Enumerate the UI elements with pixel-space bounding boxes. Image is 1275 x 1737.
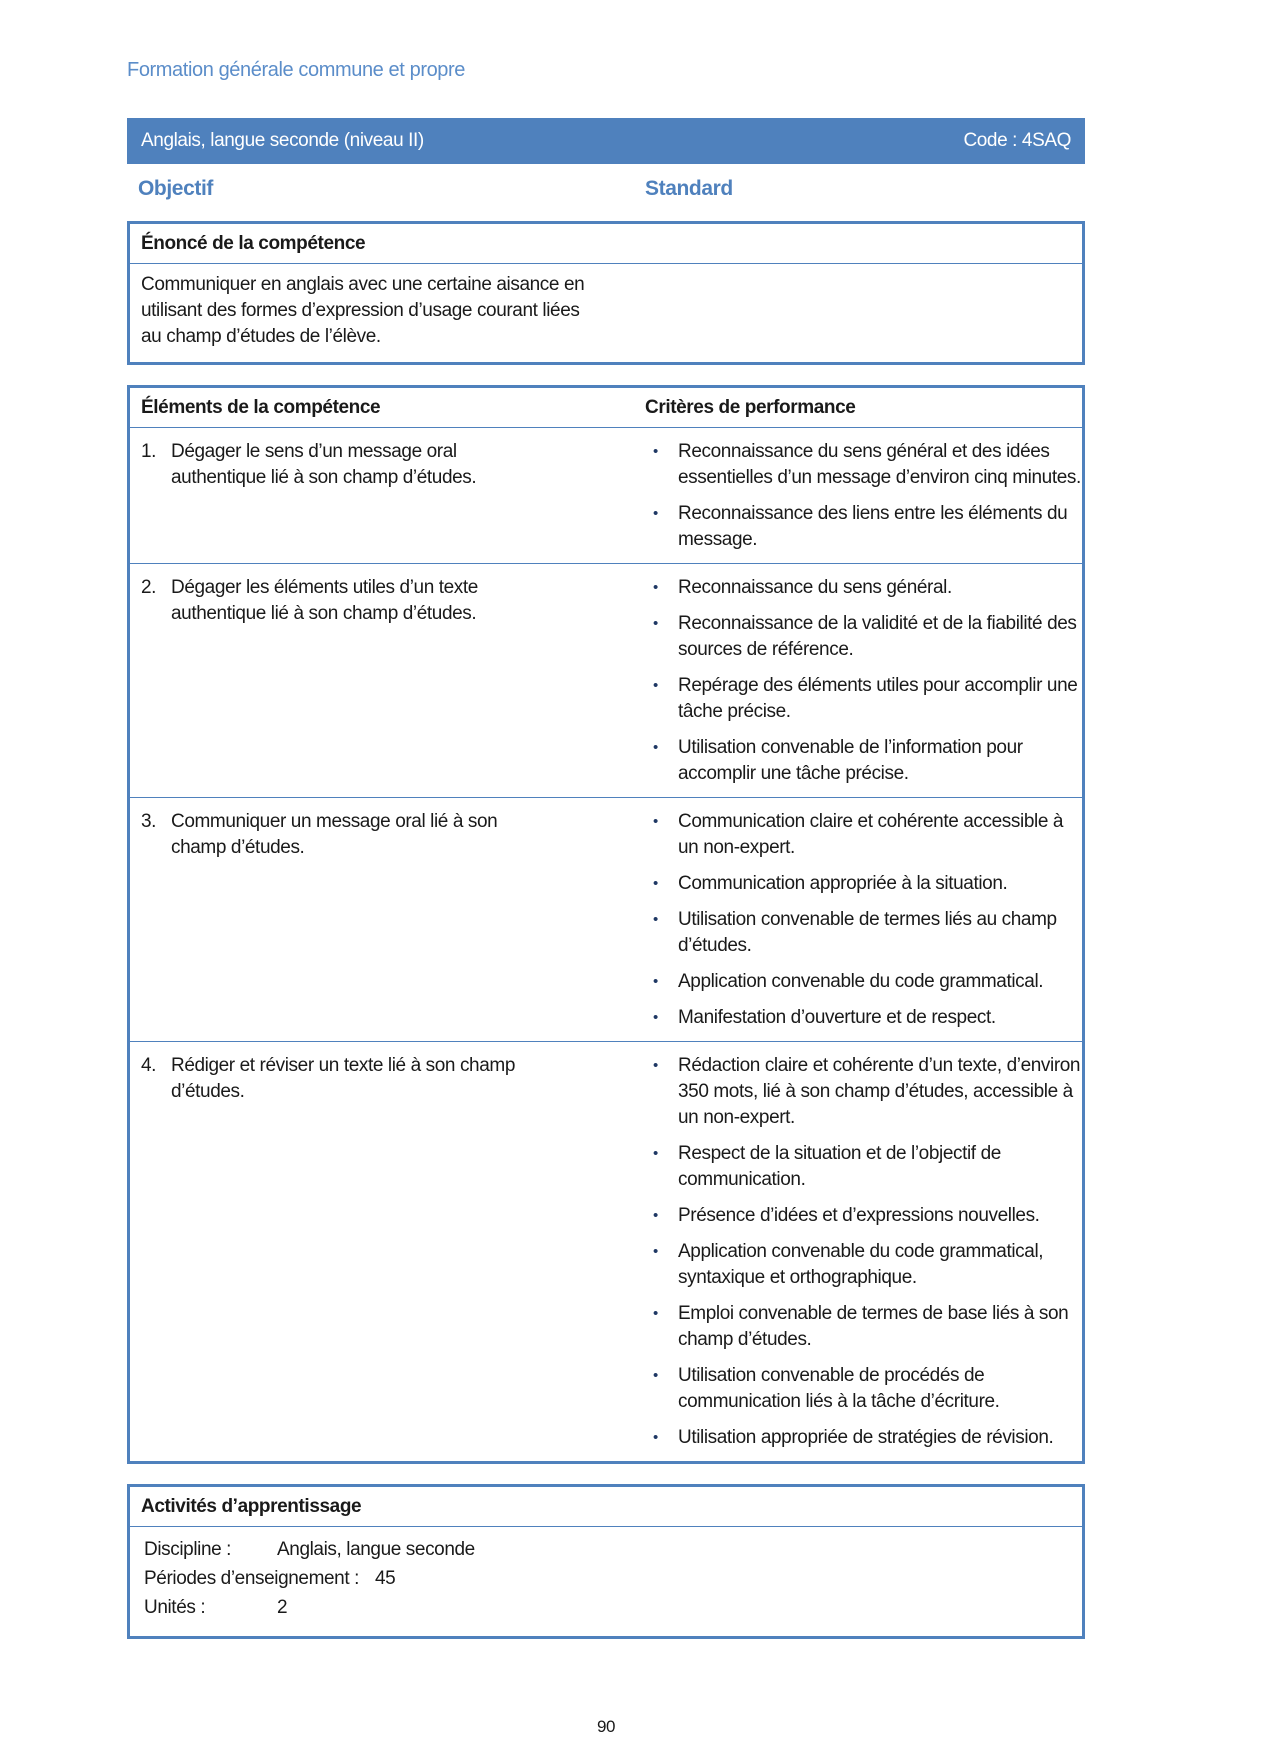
activites-value: 45 [374, 1568, 396, 1589]
competence-table-header [130, 388, 1082, 428]
criteria-text: Application convenable du code grammatical. [678, 971, 1044, 992]
bullet-icon: • [653, 1367, 658, 1384]
table-row [130, 564, 1082, 798]
bullet-icon: • [653, 677, 658, 694]
criteria-item [645, 1239, 1083, 1291]
activites-row [144, 1564, 1068, 1593]
bullet-icon: • [653, 579, 658, 596]
enonce-body [130, 264, 1082, 362]
criteria-item [645, 1141, 1083, 1193]
criteria-cell [645, 1053, 1083, 1451]
activites-label: Unités : [144, 1597, 206, 1618]
document-header-title: Formation générale commune et propre [127, 59, 466, 81]
row-number: 4. [141, 1055, 157, 1076]
criteria-text: Utilisation convenable de procédés de communication liés à la tâche d’écriture. [678, 1365, 1000, 1412]
section-headings [127, 177, 1085, 205]
page-content [127, 58, 1085, 1737]
criteria-text: Communication claire et cohérente accessible à un non-expert. [678, 811, 1064, 858]
criteria-cell [645, 439, 1083, 553]
activites-body [130, 1527, 1082, 1636]
criteria-item [645, 907, 1083, 959]
bullet-icon: • [653, 911, 658, 928]
bullet-icon: • [653, 615, 658, 632]
col-header-elements: Éléments de la compétence [141, 397, 381, 418]
element-cell [130, 809, 645, 1031]
bullet-icon: • [653, 1429, 658, 1446]
bullet-icon: • [653, 505, 658, 522]
enonce-header: Énoncé de la compétence [130, 224, 1082, 264]
course-banner-code: Code : 4SAQ [963, 130, 1071, 151]
bullet-icon: • [653, 1207, 658, 1224]
element-cell [130, 575, 645, 787]
competence-rows [130, 428, 1082, 1461]
bullet-icon: • [653, 1305, 658, 1322]
activites-row [144, 1535, 1068, 1564]
criteria-item [645, 1053, 1083, 1131]
bullet-icon: • [653, 1145, 658, 1162]
criteria-text: Utilisation convenable de termes liés au champ d’études. [678, 909, 1057, 956]
criteria-text: Reconnaissance du sens général. [678, 577, 952, 598]
heading-standard: Standard [645, 177, 733, 200]
criteria-text: Reconnaissance de la validité et de la fiabilité des sources de référence. [678, 613, 1077, 660]
bullet-icon: • [653, 1057, 658, 1074]
row-element-text: Dégager le sens d’un message oral authentique lié à son champ d’études. [171, 441, 477, 488]
heading-objectif: Objectif [138, 177, 213, 200]
criteria-item [645, 871, 1083, 897]
row-element-text: Communiquer un message oral lié à son champ d’études. [171, 811, 498, 858]
bullet-icon: • [653, 443, 658, 460]
criteria-text: Manifestation d’ouverture et de respect. [678, 1007, 996, 1028]
bullet-icon: • [653, 1243, 658, 1260]
criteria-item [645, 575, 1083, 601]
criteria-item [645, 501, 1083, 553]
criteria-item [645, 673, 1083, 725]
criteria-list [645, 809, 1083, 1031]
course-banner-title: Anglais, langue seconde (niveau II) [141, 130, 424, 151]
criteria-cell [645, 575, 1083, 787]
bullet-icon: • [653, 875, 658, 892]
criteria-list [645, 575, 1083, 787]
table-row [130, 428, 1082, 564]
criteria-text: Emploi convenable de termes de base liés à son champ d’études. [678, 1303, 1069, 1350]
criteria-item [645, 1005, 1083, 1031]
activites-label: Discipline : [144, 1539, 232, 1560]
table-row [130, 1042, 1082, 1461]
bullet-icon: • [653, 1009, 658, 1026]
criteria-text: Communication appropriée à la situation. [678, 873, 1008, 894]
element-cell [130, 1053, 645, 1451]
col-header-criteres: Critères de performance [645, 397, 856, 418]
criteria-item [645, 611, 1083, 663]
criteria-list [645, 1053, 1083, 1451]
bullet-icon: • [653, 813, 658, 830]
bullet-icon: • [653, 739, 658, 756]
element-cell [130, 439, 645, 553]
enonce-body-text: Communiquer en anglais avec une certaine aisance en utilisant des formes d’expression d’usage courant liées au champ d’études de l’élève. [141, 274, 585, 347]
criteria-text: Repérage des éléments utiles pour accomplir une tâche précise. [678, 675, 1078, 722]
criteria-text: Rédaction claire et cohérente d’un texte, d’environ 350 mots, lié à son champ d’études, accessible à un non-expert. [678, 1055, 1081, 1128]
criteria-item [645, 1425, 1083, 1451]
criteria-item [645, 735, 1083, 787]
row-number: 1. [141, 441, 157, 462]
activites-box [127, 1484, 1085, 1639]
page-number: 90 [596, 1717, 616, 1736]
activites-value: Anglais, langue seconde [277, 1539, 475, 1560]
criteria-text: Utilisation appropriée de stratégies de révision. [678, 1427, 1054, 1448]
criteria-text: Présence d’idées et d’expressions nouvelles. [678, 1205, 1040, 1226]
criteria-text: Respect de la situation et de l’objectif de communication. [678, 1143, 1001, 1190]
enonce-box [127, 221, 1085, 365]
table-row [130, 798, 1082, 1042]
activites-row [144, 1593, 1068, 1622]
activites-value: 2 [277, 1597, 288, 1618]
criteria-item [645, 969, 1083, 995]
row-element-text: Dégager les éléments utiles d’un texte authentique lié à son champ d’études. [171, 577, 478, 624]
criteria-item [645, 1203, 1083, 1229]
criteria-list [645, 439, 1083, 553]
activites-label: Périodes d’enseignement : [144, 1568, 359, 1589]
activites-header: Activités d’apprentissage [130, 1487, 1082, 1527]
criteria-item [645, 439, 1083, 491]
criteria-text: Reconnaissance des liens entre les éléments du message. [678, 503, 1068, 550]
criteria-item [645, 809, 1083, 861]
criteria-item [645, 1363, 1083, 1415]
criteria-cell [645, 809, 1083, 1031]
course-banner [127, 118, 1085, 164]
criteria-text: Reconnaissance du sens général et des idées essentielles d’un message d’environ cinq minutes. [678, 441, 1081, 488]
row-number: 2. [141, 577, 157, 598]
competence-table [127, 385, 1085, 1464]
criteria-text: Utilisation convenable de l’information pour accomplir une tâche précise. [678, 737, 1023, 784]
bullet-icon: • [653, 973, 658, 990]
row-number: 3. [141, 811, 157, 832]
row-element-text: Rédiger et réviser un texte lié à son champ d’études. [171, 1055, 515, 1102]
criteria-text: Application convenable du code grammatical, syntaxique et orthographique. [678, 1241, 1044, 1288]
criteria-item [645, 1301, 1083, 1353]
